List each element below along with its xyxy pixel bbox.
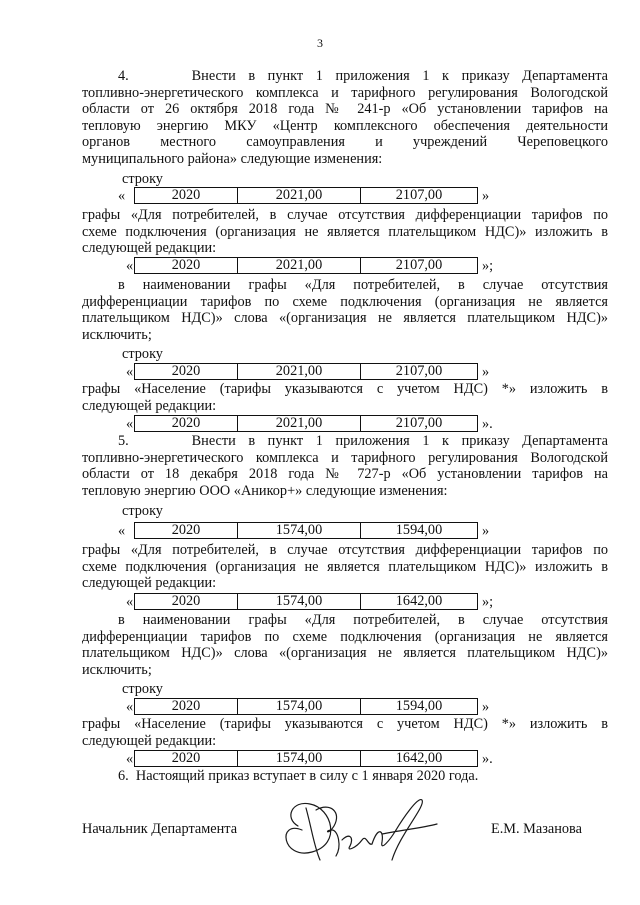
text-line: графы «Для потребителей, в случае отсутствия дифференциации тарифов по bbox=[82, 542, 608, 558]
text-line: строку bbox=[122, 171, 163, 187]
tariff-row-table bbox=[134, 593, 478, 610]
table-cell: 2021,00 bbox=[238, 364, 361, 379]
table-cell: 1642,00 bbox=[395, 593, 443, 609]
table-cell: 2021,00 bbox=[238, 416, 361, 431]
text-line: строку bbox=[122, 503, 163, 519]
text-line: в наименовании графы «Для потребителей, в случае отсутствия bbox=[118, 277, 608, 293]
text-line: схеме подключения (организация не является плательщиком НДС)» изложить в bbox=[82, 558, 608, 575]
table-cell: 2020 bbox=[135, 364, 238, 379]
text-line: в наименовании графы «Для потребителей, в случае отсутствия bbox=[118, 612, 608, 628]
table-cell: 2107,00 bbox=[395, 363, 443, 379]
open-quote: « bbox=[126, 699, 134, 715]
table-cell: 2021,00 bbox=[238, 258, 361, 273]
open-quote: « bbox=[126, 364, 134, 380]
table-cell: 1642,00 bbox=[395, 750, 443, 766]
tariff-row-table bbox=[134, 522, 478, 539]
text-line: следующей редакции: bbox=[82, 240, 217, 257]
table-cell: 2020 bbox=[135, 751, 238, 766]
text-line: 5. Внести в пункт 1 приложения 1 к приказу Департамента bbox=[118, 433, 608, 449]
close-quote: ». bbox=[482, 751, 493, 767]
text-line: области от 26 октября 2018 года № 241-р «Об установлении тарифов на bbox=[82, 101, 608, 118]
close-quote: » bbox=[482, 523, 490, 539]
text-line: топливно-энергетического комплекса и тарифного регулирования Вологодской bbox=[82, 84, 608, 101]
text-line: следующей редакции: bbox=[82, 732, 217, 749]
text-line: 4. Внести в пункт 1 приложения 1 к приказу Департамента bbox=[118, 68, 608, 84]
table-cell: 2020 bbox=[135, 699, 238, 714]
open-quote: « bbox=[126, 416, 134, 432]
table-cell: 1594,00 bbox=[395, 698, 443, 714]
handwritten-signature bbox=[272, 790, 442, 870]
table-cell: 1574,00 bbox=[238, 751, 361, 766]
tariff-row-table bbox=[134, 363, 478, 380]
close-quote: ». bbox=[482, 416, 493, 432]
text-line: графы «Население (тарифы указываются с учетом НДС) *» изложить в bbox=[82, 381, 608, 397]
text-line: графы «Для потребителей, в случае отсутствия дифференциации тарифов по bbox=[82, 207, 608, 223]
page-number: 3 bbox=[317, 36, 323, 50]
close-quote: » bbox=[482, 188, 490, 204]
text-line: органов местного самоуправления и учреждений Череповецкого bbox=[82, 134, 608, 151]
open-quote: « bbox=[126, 258, 134, 274]
text-line: дифференциации тарифов по схеме подключения (организация не является bbox=[82, 293, 608, 310]
table-cell: 2021,00 bbox=[238, 188, 361, 203]
text-line: 6. Настоящий приказ вступает в силу с 1 января 2020 года. bbox=[118, 768, 479, 784]
text-line: дифференциации тарифов по схеме подключения (организация не является bbox=[82, 628, 608, 645]
text-line: исключить; bbox=[82, 661, 152, 678]
text-line: графы «Население (тарифы указываются с учетом НДС) *» изложить в bbox=[82, 716, 608, 732]
tariff-row-table bbox=[134, 257, 478, 274]
text-line: тепловую энергию ООО «Аникор+» следующие изменения: bbox=[82, 482, 448, 499]
text-line: плательщиком НДС)» слова «(организация не является плательщиком НДС)» bbox=[82, 645, 608, 662]
table-cell: 2020 bbox=[135, 258, 238, 273]
close-quote: » bbox=[482, 364, 490, 380]
signatory-position: Начальник Департамента bbox=[82, 821, 238, 837]
text-line: следующей редакции: bbox=[82, 397, 217, 414]
signatory-name: Е.М. Мазанова bbox=[491, 821, 582, 837]
text-line: муниципального района» следующие изменения: bbox=[82, 151, 383, 167]
table-cell: 2107,00 bbox=[395, 415, 443, 431]
tariff-row-table bbox=[134, 187, 478, 204]
table-cell: 2107,00 bbox=[395, 187, 443, 203]
table-cell: 1574,00 bbox=[238, 523, 361, 538]
text-line: топливно-энергетического комплекса и тарифного регулирования Вологодской bbox=[82, 449, 608, 466]
table-cell: 2020 bbox=[135, 523, 238, 538]
table-cell: 2020 bbox=[135, 416, 238, 431]
text-line: тепловую энергию МКУ «Центр комплексного обеспечения деятельности bbox=[82, 117, 608, 134]
text-line: строку bbox=[122, 346, 163, 362]
table-cell: 2020 bbox=[135, 594, 238, 609]
tariff-row-table bbox=[134, 750, 478, 767]
text-line: области от 18 декабря 2018 года № 727-р «Об установлении тарифов на bbox=[82, 466, 608, 483]
table-cell: 1574,00 bbox=[238, 699, 361, 714]
text-line: плательщиком НДС)» слова «(организация не является плательщиком НДС)» bbox=[82, 310, 608, 327]
tariff-row-table bbox=[134, 415, 478, 432]
table-cell: 2107,00 bbox=[395, 257, 443, 273]
text-line: схеме подключения (организация не является плательщиком НДС)» изложить в bbox=[82, 223, 608, 240]
close-quote: » bbox=[482, 699, 490, 715]
table-cell: 1594,00 bbox=[395, 522, 443, 538]
text-line: следующей редакции: bbox=[82, 575, 217, 592]
table-cell: 2020 bbox=[135, 188, 238, 203]
close-quote: »; bbox=[482, 594, 494, 610]
table-cell: 1574,00 bbox=[238, 594, 361, 609]
open-quote: « bbox=[118, 523, 126, 539]
text-line: строку bbox=[122, 681, 163, 697]
open-quote: « bbox=[118, 188, 126, 204]
open-quote: « bbox=[126, 751, 134, 767]
open-quote: « bbox=[126, 594, 134, 610]
close-quote: »; bbox=[482, 258, 494, 274]
text-line: исключить; bbox=[82, 326, 152, 343]
tariff-row-table bbox=[134, 698, 478, 715]
